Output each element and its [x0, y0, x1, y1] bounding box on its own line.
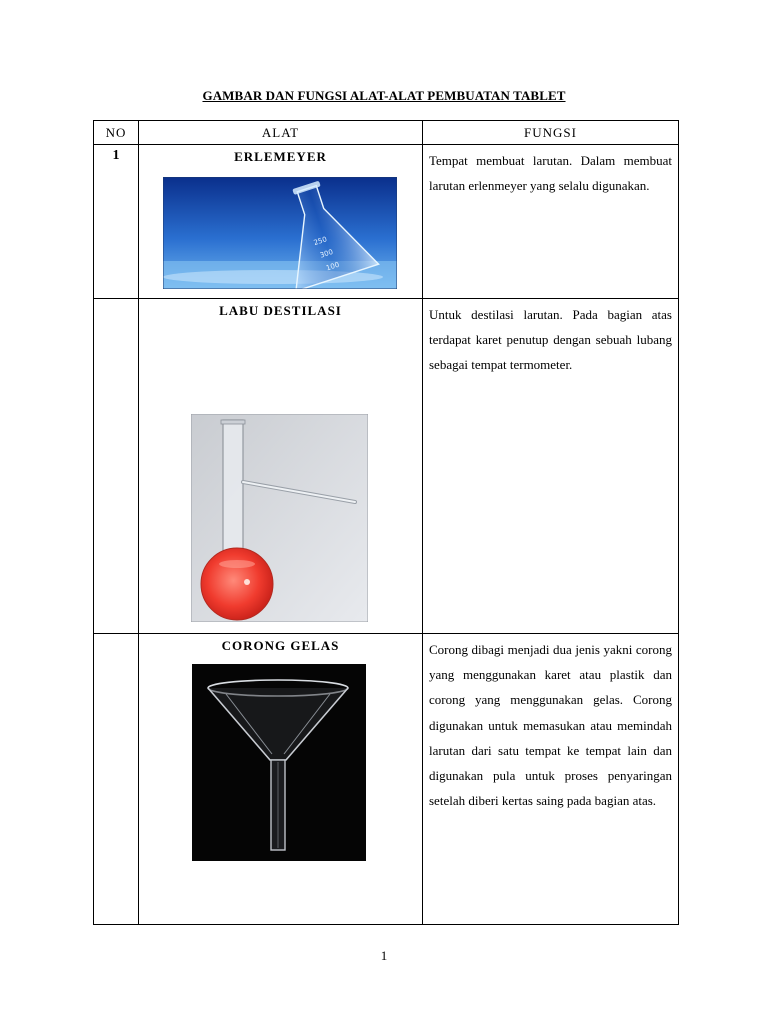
row-number [94, 299, 139, 634]
fungsi-text: Corong dibagi menjadi dua jenis yakni corong yang menggunakan karet atau plastik dan corong yang menggunakan gelas. Corong digunakan untuk memasukan atau memindah larutan dari satu tempat ke tempat lain dan digunakan pula untuk proses penyaringan setelah diberi kertas saing pada bagian atas. [429, 642, 672, 809]
distillation-flask-image [191, 414, 368, 622]
fungsi-text: Untuk destilasi larutan. Pada bagian atas terdapat karet penutup dengan sebuah lubang sebagai tempat termometer. [429, 307, 672, 373]
alat-cell [139, 299, 423, 634]
flask-mark: 300 [318, 247, 335, 260]
glass-funnel-image [192, 664, 366, 861]
alat-cell [139, 145, 423, 299]
row-number [94, 634, 139, 925]
document-title: GAMBAR DAN FUNGSI ALAT-ALAT PEMBUATAN TABLET [202, 88, 566, 103]
alat-name: ERLEMEYER [234, 149, 327, 164]
fungsi-cell [423, 299, 679, 634]
fungsi-cell [423, 634, 679, 925]
table-row [94, 634, 679, 925]
table-row [94, 145, 679, 299]
tools-table [93, 120, 679, 925]
header-alat: ALAT [139, 121, 423, 145]
alat-cell [139, 634, 423, 925]
table-header-row [94, 121, 679, 145]
alat-name: LABU DESTILASI [219, 303, 342, 318]
header-fungsi: FUNGSI [423, 121, 679, 145]
row-number: 1 [94, 145, 139, 299]
alat-name: CORONG GELAS [221, 638, 340, 653]
flask-mark: 100 [325, 260, 341, 273]
page-number: 1 [380, 948, 388, 963]
fungsi-cell [423, 145, 679, 299]
flask-mark: 250 [312, 235, 328, 247]
header-no: NO [94, 121, 139, 145]
fungsi-text: Tempat membuat larutan. Dalam membuat larutan erlenmeyer yang selalu digunakan. [429, 153, 672, 194]
erlenmeyer-image [163, 177, 397, 289]
table-row [94, 299, 679, 634]
